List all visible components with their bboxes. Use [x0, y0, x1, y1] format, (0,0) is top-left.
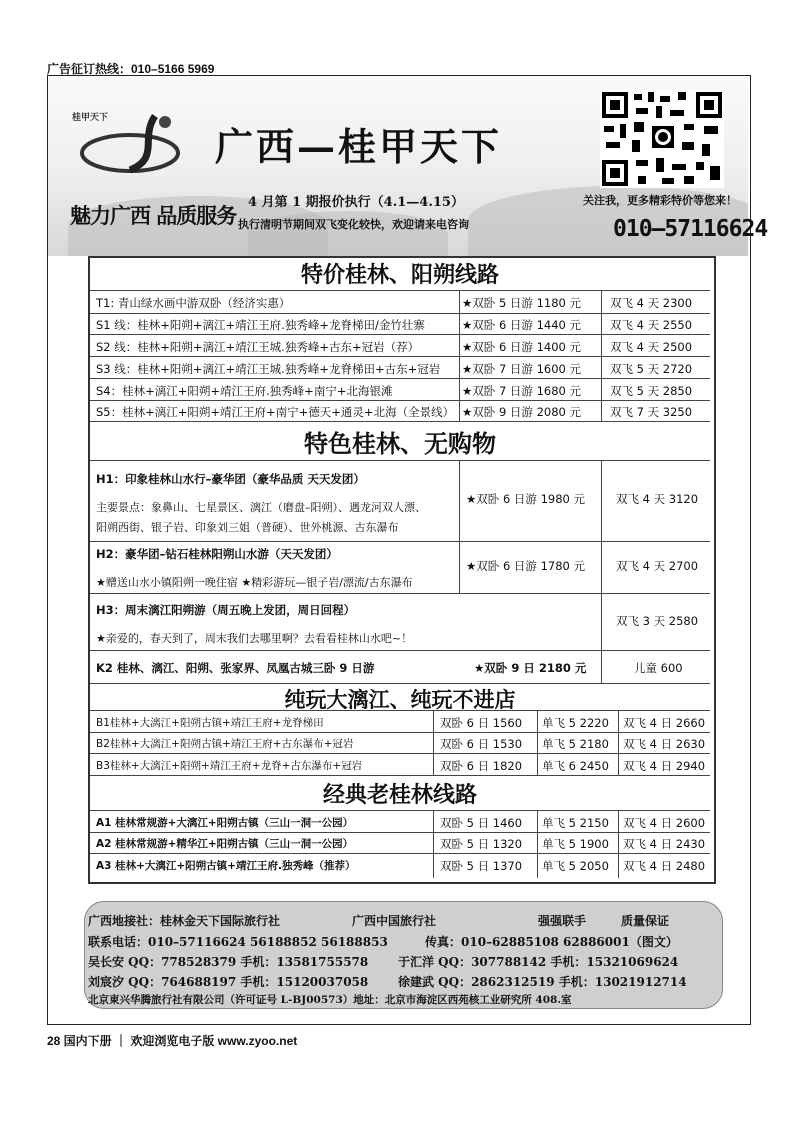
section-title-classic: 经典老桂林线路	[322, 782, 477, 808]
agency-label: 广西地接社：桂林金天下国际旅行社	[88, 914, 281, 928]
table-row: B3桂林+大漓江+阳朔+靖江王府+龙脊+古东瀑布+冠岩 双卧 6 日 1820 单飞 6 2450 双飞 4 日 2940	[90, 754, 710, 776]
qr-code-icon[interactable]	[600, 90, 724, 188]
logo-text: 桂甲天下	[72, 113, 109, 123]
agency-label: 广西中国旅行社	[352, 914, 437, 928]
column-divider	[459, 461, 460, 593]
price-period: 4 月第 1 期报价执行（4.1—4.15）	[248, 195, 464, 210]
table-row: S5：桂林+漓江+阳朔+靖江王府+南宁+德天+通灵+北海（全景线） ★双卧 9 日游 2080 元 双飞 7 天 3250	[90, 401, 710, 422]
column-divider	[433, 711, 434, 776]
table-row: S1 线：桂林+阳朔+漓江+靖江王府.独秀峰+龙脊梯田/金竹壮寨 ★双卧 6 日游 1440 元 双飞 4 天 2550	[90, 313, 710, 335]
contact-person: 于汇洋 QQ：307788142 手机：15321069624	[398, 955, 679, 969]
ad-hotline: 广告征订热线：010–5166 5969	[47, 62, 215, 76]
contact-person: 徐建武 QQ：2862312519 手机：13021912714	[398, 975, 687, 989]
column-divider	[537, 811, 538, 878]
column-divider	[618, 811, 619, 878]
table-row: A1 桂林常规游+大漓江+阳朔古镇（三山一洞一公园） 双卧 5 日 1460 单飞 5 2150 双飞 4 日 2600	[90, 810, 710, 833]
column-divider	[618, 711, 619, 776]
slogan-label: 质量保证	[621, 914, 670, 928]
table-row: H2：豪华团–钻石桂林阳朔山水游（天天发团） ★赠送山水小镇阳朔一晚住宿 ★精彩游玩—银子岩/漂流/古东瀑布 ★双卧 6 日游 1780 元 双飞 4 天 2700	[90, 541, 710, 594]
table-row: A3 桂林+大漓江+阳朔古镇+靖江王府.独秀峰（推荐） 双卧 5 日 1370 单飞 5 2050 双飞 4 日 2480	[96, 859, 706, 873]
page-footer: 28 国内下册 ｜ 欢迎浏览电子版 www.zyoo.net	[47, 1034, 298, 1048]
table-row: T1: 青山绿水画中游双卧（经济实惠） ★双卧 5 日游 1180 元 双飞 4 天 2300	[90, 290, 710, 314]
section-title-no-shopping: 特色桂林、无购物	[304, 429, 496, 458]
slogan-label: 强强联手	[538, 914, 587, 928]
contact-phones: 联系电话：010–57116624 56188852 56188853	[88, 935, 388, 949]
contact-person: 吴长安 QQ：778528379 手机：13581755578	[88, 955, 369, 969]
column-divider	[433, 811, 434, 878]
table-row: K2 桂林、漓江、阳朔、张家界、凤凰古城三卧 9 日游 ★双卧 9 日 2180 元 儿童 600	[90, 651, 710, 684]
section-title-pure-lijiang: 纯玩大漓江、纯玩不进店	[284, 687, 516, 712]
section-title-special: 特价桂林、阳朔线路	[300, 262, 499, 288]
table-row: H1：印象桂林山水行–豪华团（豪华品质 天天发团） 主要景点：象鼻山、七星景区、漓江（磨盘–阳朔）、遇龙河双人漂、 阳朔西街、银子岩、印象刘三姐（普硬）、世外桃源、古东瀑布 ★双卧 6 日游 1980 元 双飞 4 天 3120	[90, 460, 710, 542]
company-address: 北京東兴华腾旅行社有限公司（许可证号 L-BJ00573）地址：北京市海淀区西苑核工业研究所 408.室	[88, 994, 572, 1006]
table-row: S3 线：桂林+阳朔+漓江+靖江王城.独秀峰+龙脊梯田+古东+冠岩 ★双卧 7 日游 1600 元 双飞 5 天 2720	[90, 357, 710, 379]
table-row: S4：桂林+漓江+阳朔+靖江王府.独秀峰+南宁+北海银滩 ★双卧 7 日游 1680 元 双飞 5 天 2850	[90, 379, 710, 401]
contact-person: 刘宸汐 QQ：764688197 手机：15120037058	[88, 975, 369, 989]
table-row: S2 线：桂林+阳朔+漓江+靖江王城.独秀峰+古东+冠岩（荐） ★双卧 6 日游 1400 元 双飞 4 天 2500	[90, 335, 710, 357]
table-row: B1桂林+大漓江+阳朔古镇+靖江王府+龙脊梯田 双卧 6 日 1560 单飞 5 2220 双飞 4 日 2660	[90, 710, 710, 733]
slogan: 魅力广西 品质服务	[70, 203, 237, 228]
contact-fax: 传真：010–62885108 62886001（图文）	[425, 935, 678, 949]
table-row: B2桂林+大漓江+阳朔古镇+靖江王府+古东瀑布+冠岩 双卧 6 日 1530 单飞 5 2180 双飞 4 日 2630	[90, 732, 710, 754]
follow-text: 关注我，更多精彩特价等您来！	[583, 194, 737, 207]
column-divider	[601, 461, 602, 683]
column-divider	[601, 291, 602, 422]
table-row: A2 桂林常规游+精华江+阳朔古镇（三山一洞一公园） 双卧 5 日 1320 单飞 5 1900 双飞 4 日 2430	[90, 832, 710, 854]
phone-number: 010–57116624	[613, 216, 768, 242]
column-divider	[537, 711, 538, 776]
page-title: 广西—桂甲天下	[215, 124, 503, 169]
table-row: H3：周末漓江阳朔游（周五晚上发团，周日回程） ★亲爱的，春天到了，周末我们去哪里啊？去看看桂林山水吧~！ 双飞 3 天 2580	[90, 594, 710, 651]
column-divider	[459, 291, 460, 422]
holiday-notice: 执行清明节期间双飞变化较快，欢迎请来电咨询	[238, 218, 469, 231]
